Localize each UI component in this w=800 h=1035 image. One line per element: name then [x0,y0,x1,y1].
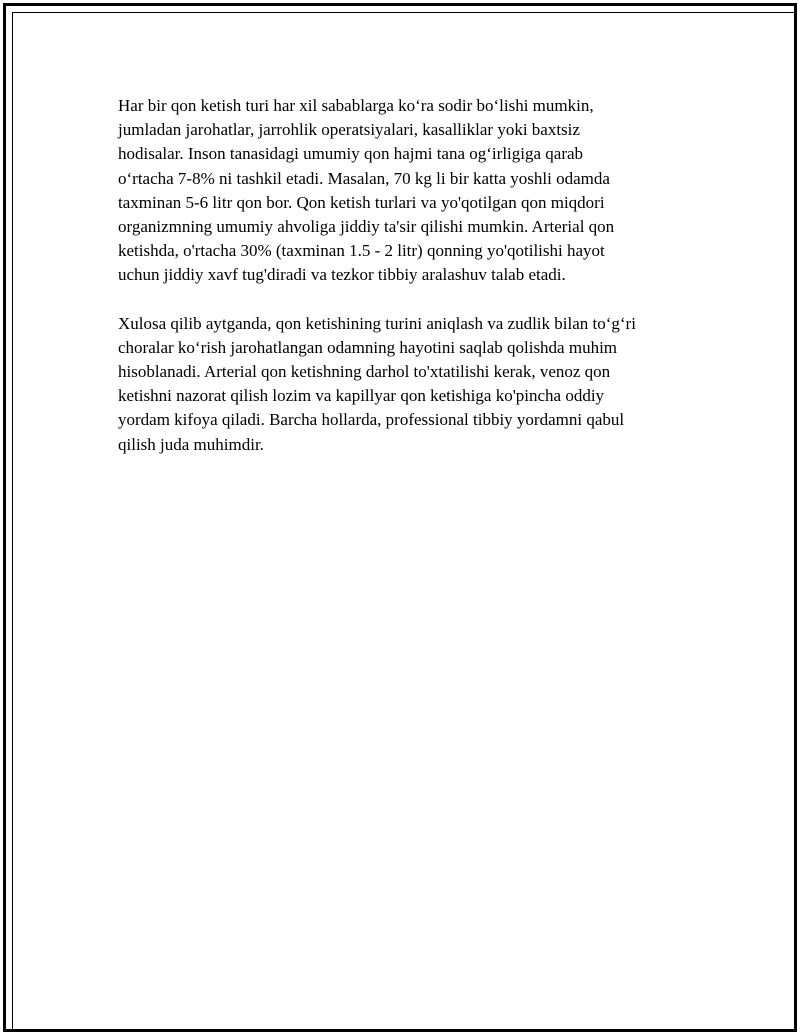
text-line: uchun jiddiy xavf tug'diradi va tezkor tibbiy aralashuv talab etadi. [118,265,566,285]
text-line: hisoblanadi. Arterial qon ketishning darhol to'xtatilishi kerak, venoz qon [118,362,611,382]
text-line: Har bir qon ketish turi har xil sabablarga ko‘ra sodir bo‘lishi mumkin, [118,96,594,115]
text-line: choralar ko‘rish jarohatlangan odamning hayotini saqlab qolishda muhim [118,337,618,357]
text-line: hodisalar. Inson tanasidagi umumiy qon hajmi tana og‘irligiga qarab [118,144,584,164]
text-line: o‘rtacha 7-8% ni tashkil etadi. Masalan, 70 kg li bir katta yoshli odamda [118,168,610,188]
text-line: taxminan 5-6 litr qon bor. Qon ketish turlari va yo'qotilgan qon miqdori [118,192,605,212]
text-line: Xulosa qilib aytganda, qon ketishining turini aniqlash va zudlik bilan to‘g‘ri [118,313,636,333]
text-line: ketishda, o'rtacha 30% (taxminan 1.5 - 2 litr) qonning yo'qotilishi hayot [118,241,605,261]
paragraph-conclusion [118,312,688,457]
text-line: organizmning umumiy ahvoliga jiddiy ta'sir qilishi mumkin. Arterial qon [118,217,615,237]
text-line: jumladan jarohatlar, jarrohlik operatsiyalari, kasalliklar yoki baxtsiz [118,120,580,140]
paragraph-blood-loss-causes [118,94,688,288]
text-line: yordam kifoya qiladi. Barcha hollarda, professional tibbiy yordamni qabul [118,410,625,430]
text-line: qilish juda muhimdir. [118,434,264,454]
document-body [118,94,688,481]
text-line: ketishni nazorat qilish lozim va kapillyar qon ketishiga ko'pincha oddiy [118,386,605,406]
